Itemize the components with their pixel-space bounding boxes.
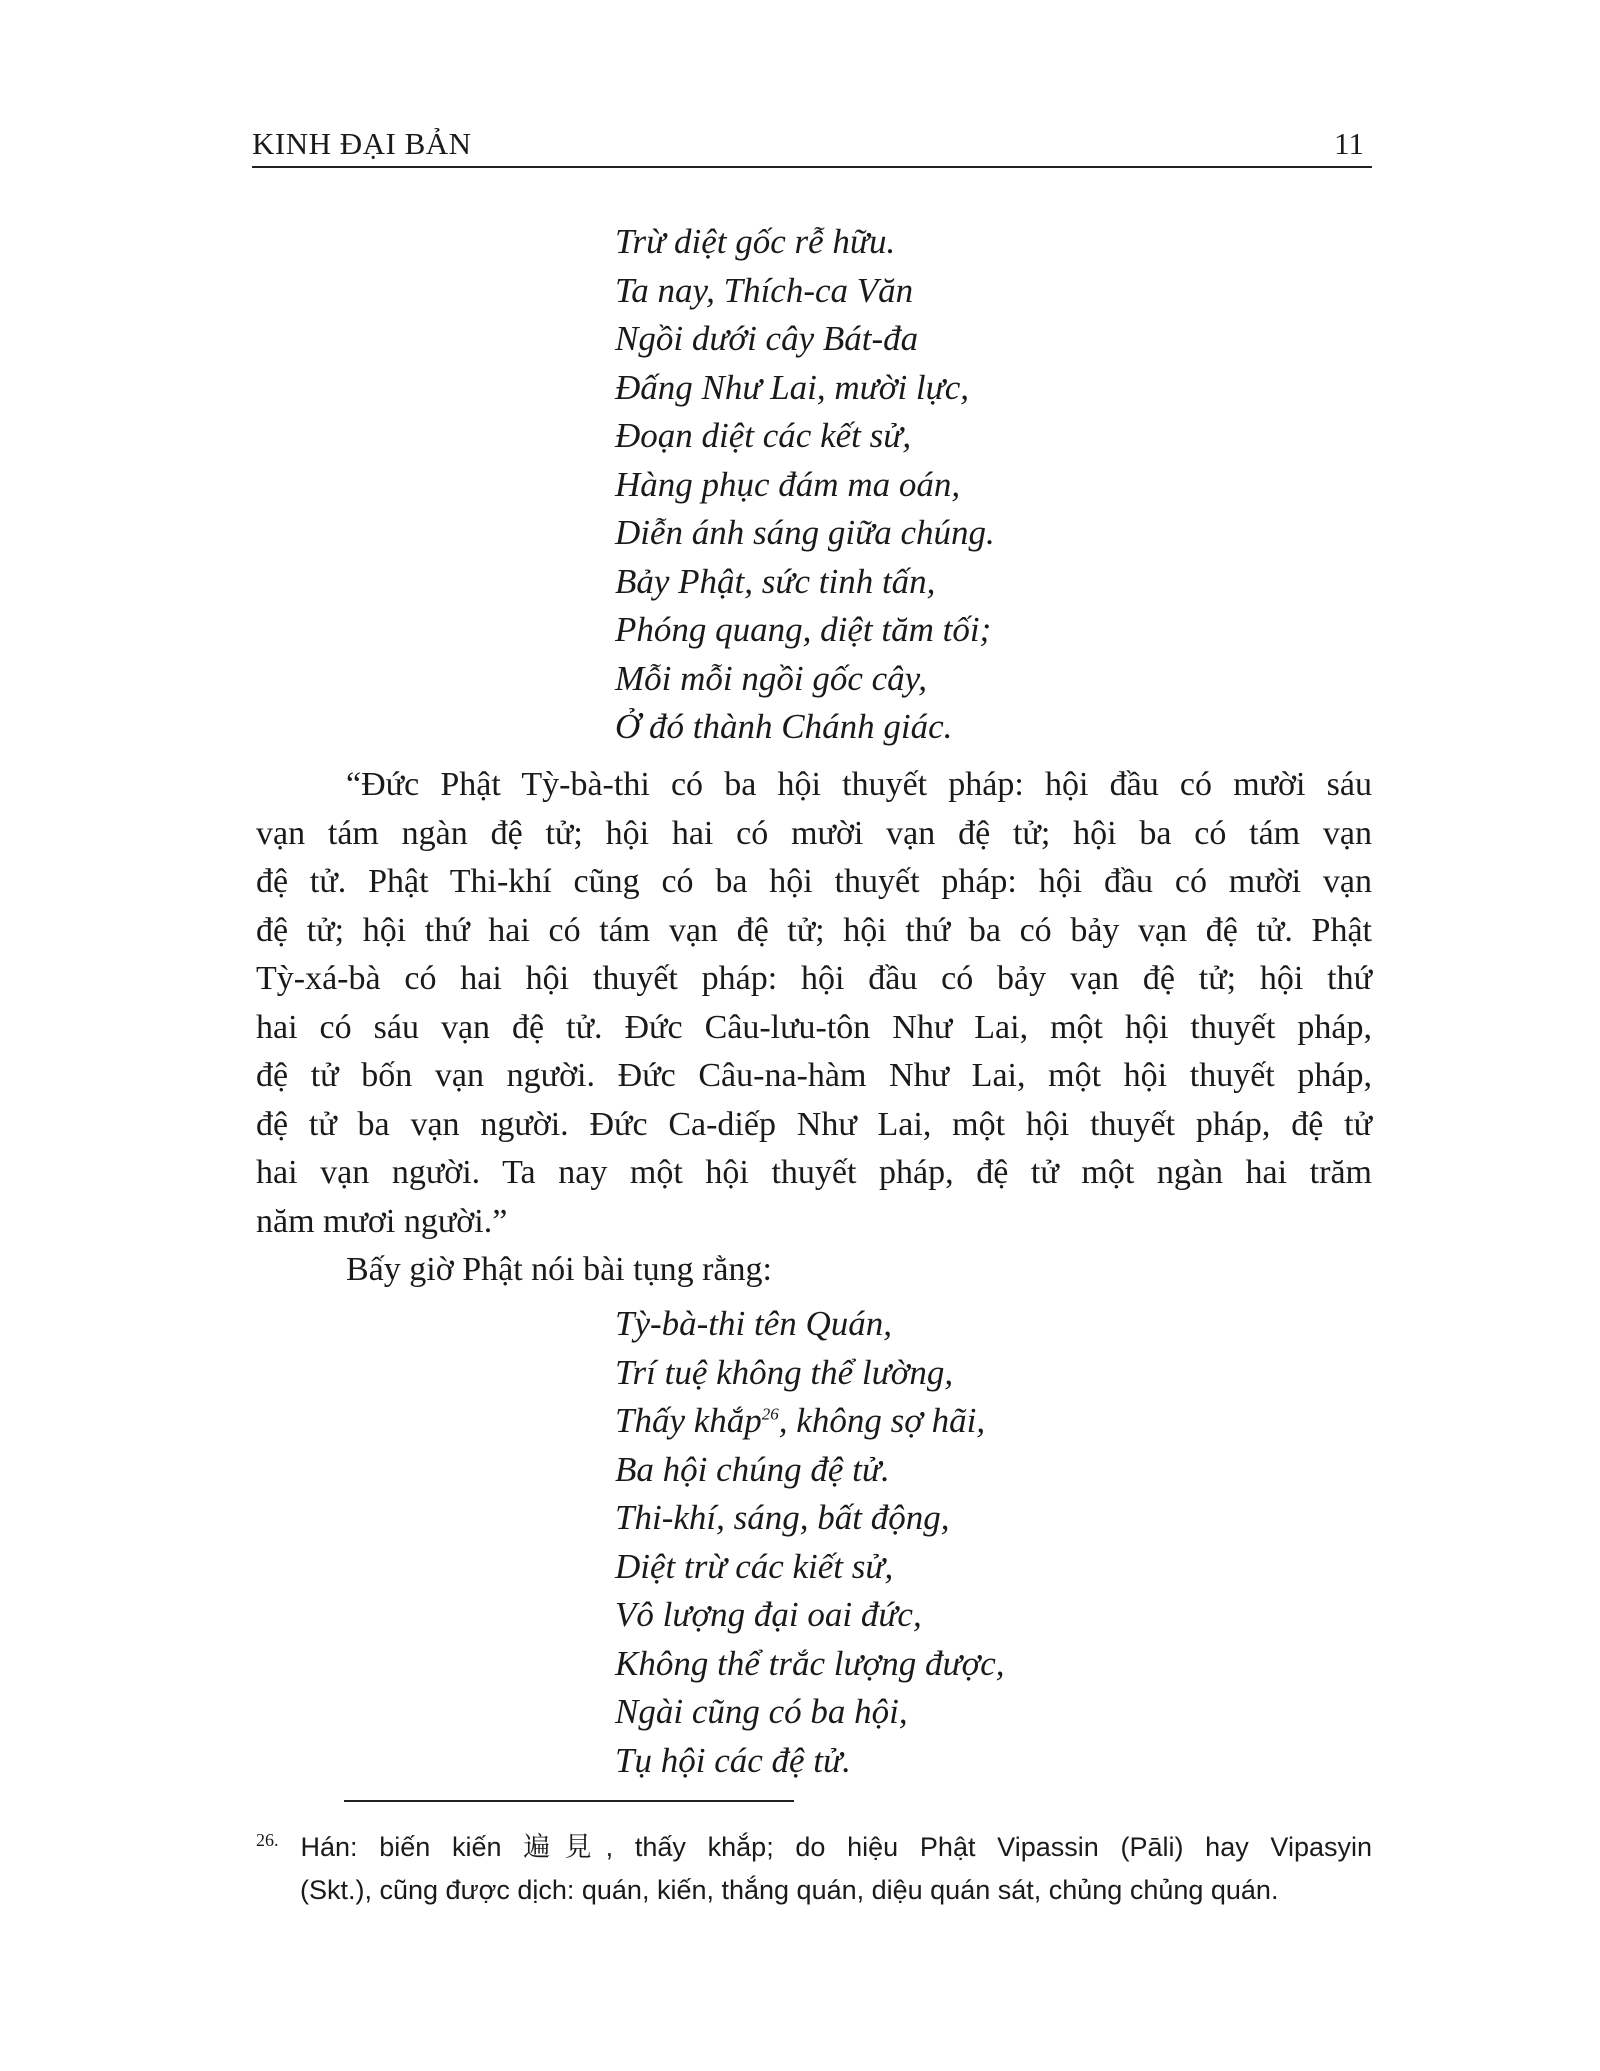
footnote bbox=[256, 1826, 1372, 1912]
verse-line: Trừ diệt gốc rễ hữu. bbox=[615, 222, 896, 261]
verse-line: Diễn ánh sáng giữa chúng. bbox=[615, 513, 995, 552]
page-number: 11 bbox=[1334, 126, 1364, 161]
intro-line bbox=[256, 1246, 1372, 1295]
verse-line-with-note bbox=[615, 1397, 1005, 1446]
running-title: KINH ĐẠI BẢN bbox=[252, 126, 472, 161]
prose-line: hai vạn người. Ta nay một hội thuyết pháp, đệ tử một ngàn hai trăm bbox=[256, 1154, 1372, 1191]
verse-line: Ở đó thành Chánh giác. bbox=[615, 707, 953, 746]
verse-line: Ngồi dưới cây Bát-đa bbox=[615, 319, 919, 358]
prose-line: đệ tử bốn vạn người. Đức Câu-na-hàm Như Lai, một hội thuyết pháp, bbox=[256, 1057, 1372, 1094]
footnote-number: 26. bbox=[256, 1830, 279, 1850]
verse-line: Đấng Như Lai, mười lực, bbox=[615, 367, 970, 407]
footnote-text: Hán: biến kiến 遍見, thấy khắp; do hiệu Phật Vipassin (Pāli) hay Vipasyin bbox=[300, 1832, 1372, 1862]
verse-line: Phóng quang, diệt tăm tối; bbox=[615, 610, 992, 649]
verse-line: Bảy Phật, sức tinh tấn, bbox=[615, 561, 936, 601]
prose-line: hai có sáu vạn đệ tử. Đức Câu-lưu-tôn Như Lai, một hội thuyết pháp, bbox=[256, 1008, 1372, 1046]
footnote-line bbox=[256, 1826, 1372, 1869]
verse-line: Tỳ-bà-thi tên Quán, bbox=[615, 1304, 893, 1343]
prose-line: đệ tử ba vạn người. Đức Ca-diếp Như Lai, một hội thuyết pháp, đệ tử bbox=[256, 1105, 1372, 1143]
verse-line: Tụ hội các đệ tử. bbox=[615, 1740, 851, 1780]
footnote-divider bbox=[344, 1800, 794, 1802]
verse-line: Diệt trừ các kiết sử, bbox=[615, 1546, 894, 1586]
verse-block-2 bbox=[615, 1300, 1005, 1785]
footnote-line: (Skt.), cũng được dịch: quán, kiến, thắng quán, diệu quán sát, chủng chủng quán. bbox=[300, 1875, 1279, 1905]
page-header bbox=[252, 126, 1372, 168]
footnote-reference[interactable]: 26 bbox=[761, 1404, 779, 1424]
verse-text: Thấy khắp bbox=[615, 1401, 762, 1440]
prose-line: vạn tám ngàn đệ tử; hội hai có mười vạn đệ tử; hội ba có tám vạn bbox=[256, 814, 1372, 852]
verse-text: , không sợ hãi, bbox=[778, 1401, 986, 1440]
prose-paragraph bbox=[256, 761, 1372, 1246]
verse-line: Mỗi mỗi ngồi gốc cây, bbox=[615, 658, 928, 698]
verse-line: Ba hội chúng đệ tử. bbox=[615, 1449, 890, 1489]
verse-line: Ta nay, Thích-ca Văn bbox=[615, 270, 914, 310]
verse-line: Hàng phục đám ma oán, bbox=[615, 464, 961, 504]
verse-line: Vô lượng đại oai đức, bbox=[615, 1595, 922, 1634]
verse-line: Thi-khí, sáng, bất động, bbox=[615, 1498, 950, 1537]
prose-line: Tỳ-xá-bà có hai hội thuyết pháp: hội đầu có bảy vạn đệ tử; hội thứ bbox=[256, 960, 1372, 997]
prose-line: “Đức Phật Tỳ-bà-thi có ba hội thuyết pháp: hội đầu có mười sáu bbox=[346, 766, 1372, 803]
verse-line: Đoạn diệt các kết sử, bbox=[615, 416, 912, 455]
verse-line: Không thể trắc lượng được, bbox=[615, 1643, 1005, 1683]
verse-block-1 bbox=[615, 218, 995, 752]
verse-line: Ngài cũng có ba hội, bbox=[615, 1692, 908, 1731]
prose-line: đệ tử. Phật Thi-khí cũng có ba hội thuyết pháp: hội đầu có mười vạn bbox=[256, 863, 1372, 900]
verse-line: Trí tuệ không thể lường, bbox=[615, 1352, 954, 1392]
intro-line-text: Bấy giờ Phật nói bài tụng rằng: bbox=[346, 1251, 772, 1288]
prose-line: đệ tử; hội thứ hai có tám vạn đệ tử; hội thứ ba có bảy vạn đệ tử. Phật bbox=[256, 911, 1372, 949]
prose-line: năm mươi người.” bbox=[256, 1202, 508, 1240]
